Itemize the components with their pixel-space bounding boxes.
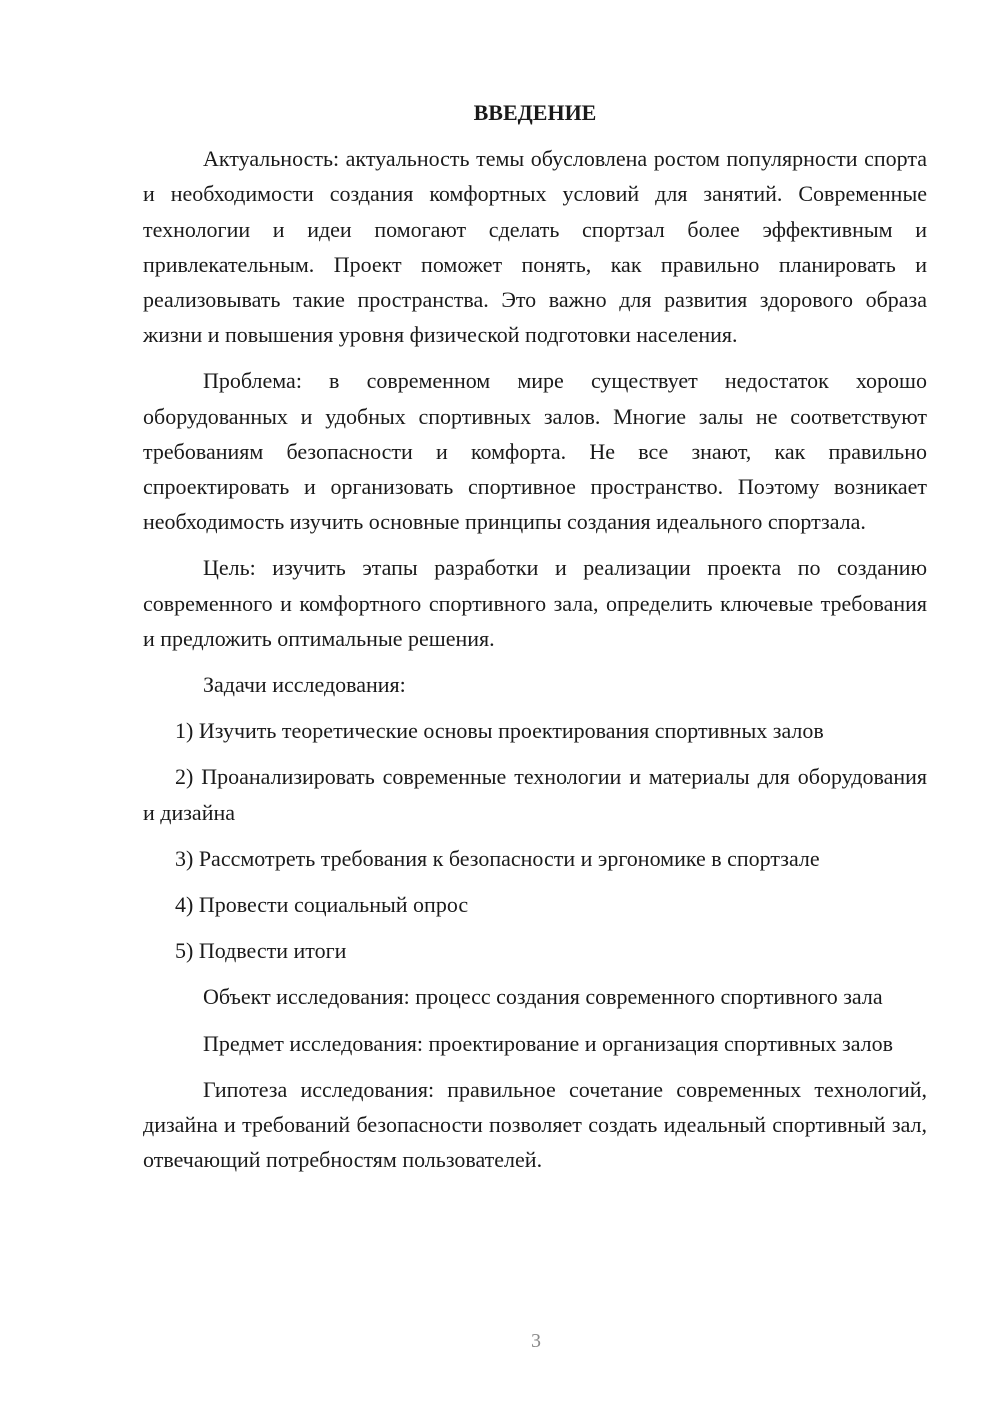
paragraph-relevance: Актуальность: актуальность темы обусловлена ростом популярности спорта и необходимости создания комфортных условий для занятий. Современные технологии и идеи помогают сделать спортзал более эффективным и привлекательным. Проект поможет понять, как правильно планировать и реализовывать такие пространства. Это важно для развития здорового образа жизни и повышения уровня физической подготовки населения.: [143, 146, 927, 348]
page-number: 3: [531, 1330, 541, 1352]
document-page: [143, 95, 927, 1188]
task-item-4: 4) Провести социальный опрос: [175, 892, 469, 918]
page-title: ВВЕДЕНИЕ: [473, 100, 597, 125]
paragraph-problem: Проблема: в современном мире существует недостаток хорошо оборудованных и удобных спортивных залов. Многие залы не соответствуют требованиям безопасности и комфорта. Не все знают, как правильно спроектировать и организовать спортивное пространство. Поэтому возникает необходимость изучить основные принципы создания идеального спортзала.: [143, 368, 927, 535]
paragraph-object: Объект исследования: процесс создания современного спортивного зала: [203, 984, 883, 1010]
paragraph-hypothesis: Гипотеза исследования: правильное сочетание современных технологий, дизайна и требований безопасности позволяет создать идеальный спортивный зал, отвечающий потребностям пользователей.: [143, 1076, 927, 1173]
paragraph-goal: Цель: изучить этапы разработки и реализации проекта по созданию современного и комфортного спортивного зала, определить ключевые требования и предложить оптимальные решения.: [143, 555, 927, 651]
task-item-1: 1) Изучить теоретические основы проектирования спортивных залов: [175, 718, 824, 744]
task-item-5: 5) Подвести итоги: [175, 938, 347, 964]
tasks-heading: Задачи исследования:: [203, 672, 406, 698]
task-item-3: 3) Рассмотреть требования к безопасности и эргономике в спортзале: [175, 845, 820, 871]
task-item-2: 2) Проанализировать современные технологии и материалы для оборудования и дизайна: [143, 764, 927, 825]
paragraph-subject: Предмет исследования: проектирование и организация спортивных залов: [203, 1030, 894, 1056]
